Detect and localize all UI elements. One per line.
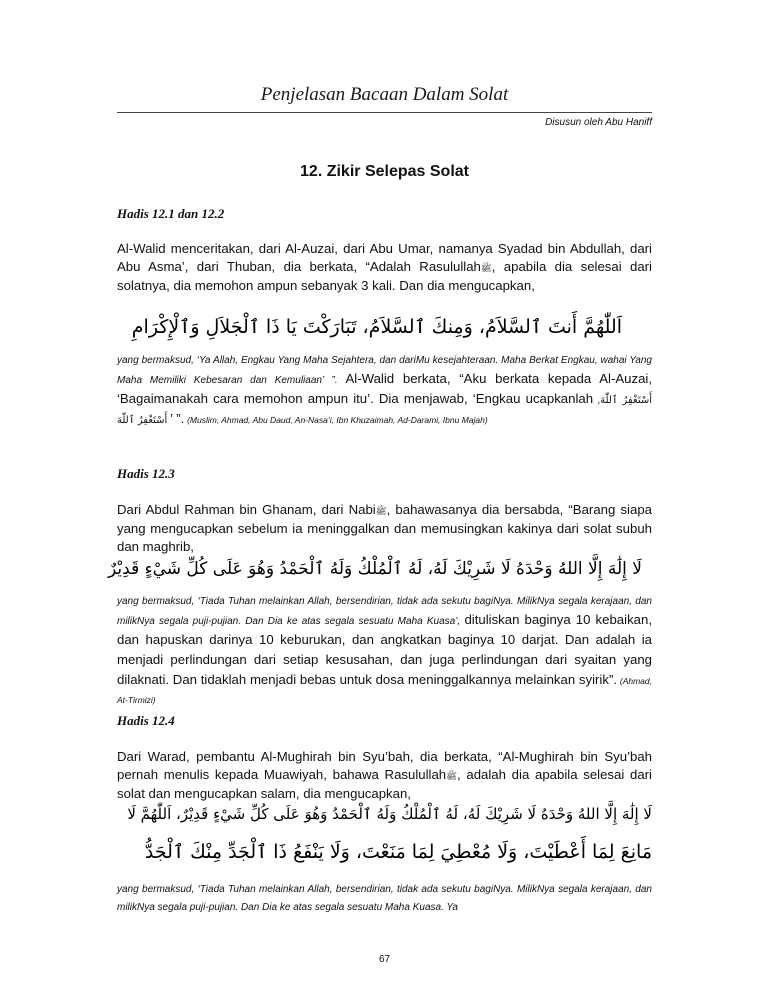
chapter-title: 12. Zikir Selepas Solat — [300, 163, 469, 180]
arabic-text-12-1: اَللّٰهُمَّ أَنتَ ٱلسَّلاَمُ، وَمِنكَ ٱلسَّلاَمُ، تَبَارَكْتَ يَا ذَا ٱلْجَلاَلِ وَٱلْإِكْرَامِ — [131, 316, 622, 338]
hadis-heading-12-1: Hadis 12.1 dan 12.2 — [117, 206, 225, 221]
arabic-istighfar-1: أَسْتَغْفِرُ ٱللّٰهَ — [600, 395, 652, 406]
document-page — [108, 0, 652, 994]
running-title: Penjelasan Bacaan Dalam Solat — [260, 84, 509, 105]
hadis-heading-12-3: Hadis 12.3 — [117, 466, 175, 481]
salawat-symbol: ﷺ — [375, 506, 387, 516]
hadis-12-4-intro: Dari Warad, pembantu Al-Mughirah bin Syu’bah, dia berkata, “Al-Mughirah bin Syu’bah pernah menulis kepada Muawiyah, bahawa Rasulullahﷺ, adalah dia apabila selesai dari solat dan mengucapkan salam, dia mengucapkan, — [117, 749, 652, 801]
author-credit: Disusun oleh Abu Haniff — [545, 117, 652, 128]
hadis-12-1-reference: (Muslim, Ahmad, Abu Daud, An-Nasa’i, Ibn Khuzaimah, Ad-Darami, Ibnu Majah) — [187, 415, 488, 425]
arabic-istighfar-2: أَسْتَغْفِرُ ٱللّٰهَ — [117, 415, 168, 426]
arabic-text-12-4-line-1: لَا إِلَٰهَ إِلَّا اللهُ وَحْدَهُ لَا شَرِيْكَ لَهُ، لَهُ ٱلْمُلْكُ وَلَهُ ٱلْحَمْدُ وَهُوَ عَلَى كُلِّ شَيْءٍ قَدِيْرٌ، اَللّٰهُمَّ لَا — [127, 805, 652, 823]
hadis-12-4-translation: yang bermaksud, ‘Tiada Tuhan melainkan Allah, bersendirian, tidak ada sekutu bagiNya. MilikNya segala kerajaan, dan milikNya segala puji-pujian. Dan Dia ke atas segala sesuatu Maha Kuasa. Ya — [117, 884, 652, 913]
hadis-12-1-translation: yang bermaksud, ‘Ya Allah, Engkau Yang Maha Sejahtera, dan dariMu kesejahteraan. Maha Berkat Engkau, wahai Yang Maha Memiliki Kebesaran dan Kemuliaan’ ”. Al-Walid berkata, “Aku berkata kepada Al-Auzai, ‘Bagaimanakah cara memohon ampun itu’. Dia menjawab, ‘Engkau ucapkanlah أَسْتَغْفِرُ ٱللّٰهَ, أَسْتَغْفِرُ ٱللّٰهَ ’ ”. (Muslim, Ahmad, Abu Daud, An-Nasa’i, Ibn Khuzaimah, Ad-Darami, Ibnu Majah) — [117, 355, 652, 426]
hadis-12-3-intro: Dari Abdul Rahman bin Ghanam, dari Nabiﷺ, bahawasanya dia bersabda, “Barang siapa yang mengucapkan sebelum ia meninggalkan dan memusingkan kakinya dari solat subuh dan maghrib, — [117, 502, 652, 554]
header-rule — [117, 112, 652, 113]
hadis-12-1-intro: Al-Walid menceritakan, dari Al-Auzai, dari Abu Umar, namanya Syadad bin Abdullah, dari Abu Asma’, dari Thuban, dia berkata, “Adalah Rasulullahﷺ, apabila dia selesai dari solatnya, dia memohon ampun sebanyak 3 kali. Dan dia mengucapkan, — [117, 241, 652, 293]
salawat-symbol: ﷺ — [480, 263, 492, 273]
hadis-heading-12-4: Hadis 12.4 — [117, 713, 175, 728]
arabic-text-12-3: لَا إِلَٰهَ إِلَّا اللهُ وَحْدَهُ لَا شَرِيْكَ لَهُ، لَهُ ٱلْمُلْكُ وَلَهُ ٱلْحَمْدُ وَهُوَ عَلَى كُلِّ شَيْءٍ قَدِيْرٌ — [108, 559, 642, 579]
salawat-symbol: ﷺ — [446, 771, 457, 781]
page-number: 67 — [378, 954, 391, 965]
hadis-12-3-translation: yang bermaksud, ‘Tiada Tuhan melainkan Allah, bersendirian, tidak ada sekutu bagiNya. MilikNya segala kerajaan, dan milikNya segala puji-pujian. Dan Dia ke atas segala sesuatu Maha Kuasa’, dituliskan baginya 10 kebaikan, dan hapuskan darinya 10 keburukan, dan angkatkan baginya 10 darjat. Dan adalah ia menjadi perlindungan dari setiap kesusahan, dan juga perlindungan dari syaitan yang dilaknati. Dan tidaklah menjadi bebas untuk dosa meninggalkannya melainkan syirik”. (Ahmad, At-Tirmizi) — [117, 596, 652, 705]
arabic-text-12-4-line-2: مَانِعَ لِمَا أَعْطَيْتَ، وَلَا مُعْطِيَ لِمَا مَنَعْتَ، وَلَا يَنْفَعُ ذَا ٱلْجَدِّ مِنْكَ ٱلْجَدُّ — [144, 841, 652, 863]
hadis-12-3-reference: (Ahmad, At-Tirmizi) — [117, 676, 652, 705]
